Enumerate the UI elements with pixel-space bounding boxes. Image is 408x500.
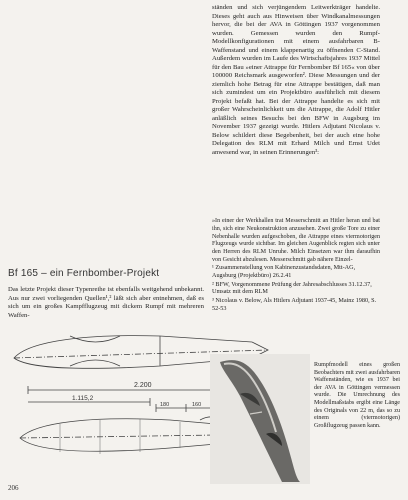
footnotes [212, 264, 380, 314]
body-text-right [212, 4, 380, 157]
section-heading: Bf 165 – ein Fernbomber-Projekt [8, 268, 160, 279]
block-quote: »In einer der Werkhallen trat Messerschmitt an Hitler heran und bat ihn, sich eine Neukonstruktion anzusehen. Zwei große Tore zu einer Nebenhalle wurden aufgeschoben, die Attrappe eines viermotorigen Flugzeugs wurde sichtbar. Im gleichen Augenblick regten sich unter den Herren des RLM Unruhe. Milch Einsetzen war ihm daraufhin von Gesicht abzulesen. Messerschmitt gab nähere Einzel- [212, 218, 380, 263]
photo-caption: Rumpfmodell eines großen Beobachters mit zwei ausfahrbaren Waffenständen, wie es 1937 bei der AVA in Göttingen vermessen wurde. Die Umrechnung des Modellmaßstabs ergibt eine Länge des Originals von 22 m, das so zu einem (viermotorigen) Großflugzeug passen kann. [314, 362, 400, 429]
dim-a-label: 180 [160, 402, 170, 408]
paragraph-top: ständen und sich verjüngendem Leitwerkträger handelte. Dieses geht auch aus Hinweisen über Windkanalmessungen hervor, die bei der AVA in Göttingen 1937 vorgenommen wurden. Gemessen wurden den Rumpf-Modellkonfigurationen mit einem ausfahrbaren B-Waffenstand und einem klappenartig zu öffnenden C-Stand. Außerdem wurden im Laufe des Wirtschaftsjahres 1937 Mittel für den Bau »einer Attrappe für Fernbomber Bf 165« von über 100000 Reichsmark ausgeworfen². Diese Messungen und der ziemlich hohe Betrag für eine Attrappe bestätigen, daß man sich zumindest um ein Projektbüro ausführlich mit diesem Projekt befaßt hat. Bei der Attrappe handelte es sich mit großer Wahrscheinlichkeit um die Attrappe, die Adolf Hitler anläßlich seines Besuchs bei den BFW in Augsburg im November 1937 gezeigt wurde. Hitlers Adjutant Nicolaus v. Below schildert diese Begebenheit, bei der auch eine hohe Delegation des RLM mit Erhard Milch und Ernst Udet anwesend war, in seinen Erinnerungen³: [212, 4, 380, 156]
fuselage-model-photo [210, 354, 310, 484]
footnote-2: ² BFW, Vorgenommene Prüfung der Jahresabschlusses 31.12.37, Umsatz mit dem RLM [212, 280, 372, 296]
page-number: 206 [8, 484, 19, 492]
dim-b-label: 160 [192, 402, 202, 408]
footnote-3: ³ Nicolaus v. Below, Als Hitlers Adjutant 1937-45, Mainz 1980, S. 52-53 [212, 297, 377, 312]
footnote-1: ¹ Zusammenstellung von Kabinenzustandsdaten, Mtt-AG, Augsburg (Projektbüro) 26.2.41 [212, 264, 356, 279]
dim-total-label: 2.200 [134, 382, 152, 389]
dim-part-label: 1.115,2 [72, 395, 94, 402]
intro-paragraph: Das letzte Projekt dieser Typenreihe ist ebenfalls weitgehend unbekannt. Aus nur zwei vorliegenden Quellen¹,² läßt sich aber entnehmen, daß es sich um ein großes Kampfflugzeug mit dickem Rumpf mit mehreren Waffen- [8, 286, 204, 319]
